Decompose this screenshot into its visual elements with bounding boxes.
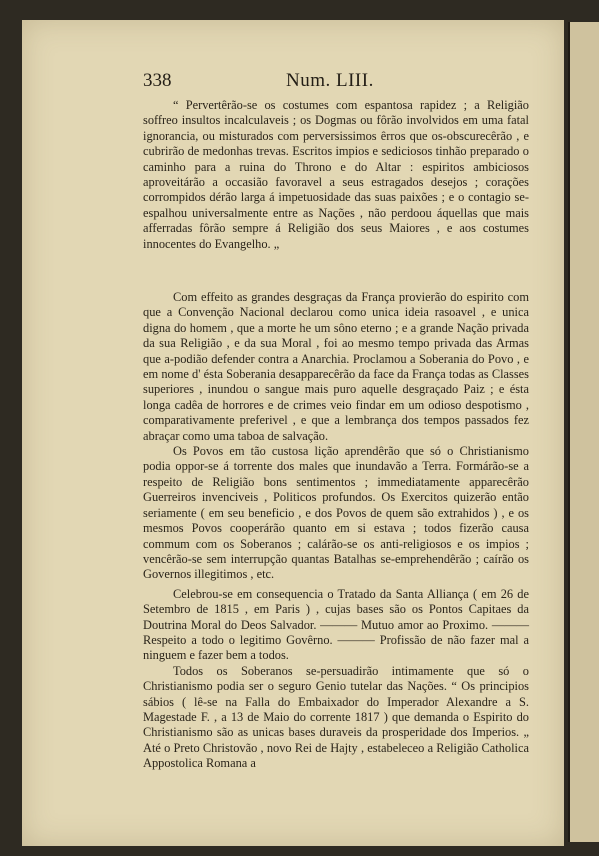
paragraph: Todos os Soberanos se-persuadirão intimamente que só o Christianismo podia ser o seguro Genio tutelar das Nações. “ Os principios sábios ( lê-se na Falla do Embaixador do Imperador Alexandre a S. Magestade F. , a 13 de Maio do corrente 1817 ) que demanda o Espirito do Christianismo são as unicas bases duraveis da prosperidade dos Imperios. „ Até o Preto Christovão , novo Rei de Hajty , estabeleceo a Religião Catholica Appostolica Romana a	[143, 663, 529, 771]
paragraph: Celebrou-se em consequencia o Tratado da Santa Alliança ( em 26 de Setembro de 1815 , em Paris ) , cujas bases são os Pontos Capitaes da Doutrina Moral do Deos Salvador. ——— Mutuo amor ao Proximo. ——— Respeito a todo o legitimo Govêrno. ——— Profissão de não fazer mal a ninguem e fazer bem a todos.	[143, 586, 529, 663]
paragraph: Com effeito as grandes desgraças da França provierão do espirito com que a Convenção Nacional declarou como unica ideia rasoavel , e unica digna do homem , que a morte he um sôno eterno ; e a grande Nação privada da sua Religião , e da sua Moral , foi ao mesmo tempo privada das Armas que a-podião defender contra a Anarchia. Proclamou a Soberania do Povo , e em nome d' ésta Soberania desapparecêrão da face da França todas as Classes superiores , inundou o sangue mais puro aquelle desgraçado Paiz ; e ésta longa cadêa de horrores e de crimes veio findar em um odioso despotismo , comparativamente preferivel , e que a lembrança dos tempos passados fez abraçar como uma taboa de salvação.	[143, 290, 529, 443]
body-text	[143, 290, 529, 772]
quoted-paragraph-block	[143, 98, 529, 252]
paragraph: Os Povos em tão custosa lição aprendêrão que só o Christianismo podia oppor-se á torrente dos males que inundavão a Terra. Formárão-se a respeito de Religião bons sentimentos ; immediatamente apparecêrão Guerreiros invenciveis , Politicos profundos. Os Exercitos quizerão então seriamente ( em seu beneficio , e dos Povos de quem são extrahidos ) , e os mesmos Povos cooperárão quanto em si estava ; todos fizerão causa commum com os Soberanos ; calárão-se os anti-religiosos e os impios ; vencêrão-se sem interrupção quantas Batalhas se-emprehendêrão ; caírão os Governos illegitimos , etc.	[143, 444, 529, 582]
adjacent-page-edge	[568, 22, 599, 842]
paragraph: “ Pervertêrão-se os costumes com espantosa rapidez ; a Religião soffreo insultos incalculaveis ; os Dogmas ou fôrão involvidos em uma fatal ignorancia, ou misturados com perversissimos êrros que os-obscurecêrão , e cubrirão de medonhas trevas. Escritos impios e sediciosos tinhão preparado o caminho para a ruina do Throno e do Altar : espiritos ambiciosos aproveitárão a occasião favoravel a seus estragados desejos ; corações corrompidos dérão larga á impetuosidade das suas paixões ; e o contagio se-espalhou universalmente entre as Nações , não perdoou áquellas que mais afferradas fôrão sempre á Religião dos seus Maiores , e aos costumes innocentes do Evangelho. „	[143, 98, 529, 251]
page-title: Num. LIII.	[286, 70, 374, 91]
page-number: 338	[143, 70, 172, 91]
